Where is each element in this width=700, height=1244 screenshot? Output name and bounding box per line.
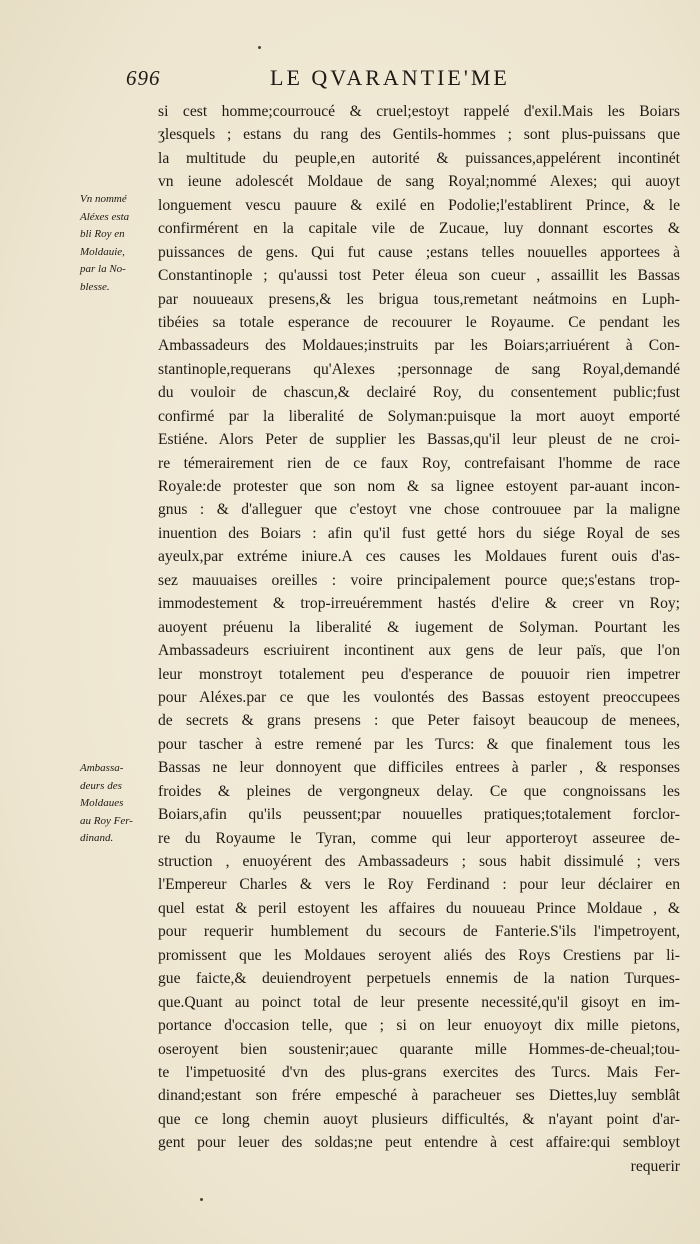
text-line: tibéies sa totale esperance de recouurer le Royaume. Ce pendant les — [158, 313, 680, 331]
text-line: ʒlesquels ; estans du rang des Gentils-hommes ; sont plus-puissans que — [158, 126, 680, 144]
text-line: vn ieune adolescét Moldaue de sang Royal;nommé Alexes; qui auoyt — [158, 173, 680, 191]
print-speck — [200, 1198, 203, 1201]
text-line: que ce long chemin auoyt plusieurs difficultés, & n'ayant point d'ar- — [158, 1110, 680, 1128]
text-line: dinand;estant son frére empesché à paracheuer ses Diettes,luy semblât — [158, 1087, 680, 1105]
text-line: pour Aléxes.par ce que les voulontés des Bassas estoyent preoccupees — [158, 688, 680, 706]
margin-note-line: Moldaues — [80, 797, 124, 809]
margin-note-line: Moldauie, — [80, 245, 125, 258]
text-line: Estiéne. Alors Peter de supplier les Bassas,qu'il leur pleust de ne croi- — [158, 431, 680, 449]
text-line: auoyent préuenu la liberalité & iugement de Solyman. Pourtant les — [158, 618, 680, 636]
margin-note-ambassadeurs — [80, 760, 158, 848]
text-line: confirmé par la liberalité de Solyman:puisque la mort auoyt emporté — [158, 407, 680, 425]
margin-note-line: au Roy Fer- — [80, 814, 133, 827]
text-line: Constantinople ; qu'aussi tost Peter éleua son cueur , assaillit les Bassas — [158, 267, 680, 285]
text-line: te l'impetuosité d'vn des plus-grans exercites des Turcs. Mais Fer- — [158, 1063, 680, 1081]
text-line: Bassas ne leur donnoyent que difficiles entrees à parler , & responses — [158, 759, 680, 777]
margin-note-line: dinand. — [80, 832, 114, 844]
text-line: pour tascher à estre remené par les Turcs: & que finalement tous les — [158, 735, 680, 753]
margin-note-line: Vn nommé — [80, 193, 127, 205]
page-header — [118, 66, 678, 96]
margin-note-line: blesse. — [80, 280, 110, 293]
text-line: si cest homme;courroucé & cruel;estoyt rappelé d'exil.Mais les Boiars — [158, 103, 680, 120]
text-line: gue faicte,& deuiendroyent perpetuels ennemis de la nation Turques- — [158, 970, 680, 988]
text-line: stantinople,requerans qu'Alexes ;personnage de sang Royal,demandé — [158, 360, 680, 378]
text-line: Boiars,afin qu'ils peussent;par nouuelles pratiques;totalement forclor- — [158, 806, 680, 824]
print-speck — [258, 46, 261, 49]
text-line: Ambassadeurs escriuirent incontinent aux gens de leur païs, que l'on — [158, 642, 680, 660]
text-line: du vouloir de chascun,& declairé Roy, du consentement public;fust — [158, 384, 680, 402]
margin-note-line: Ambassa- — [80, 762, 124, 774]
body-text — [158, 100, 680, 1178]
text-line: l'Empereur Charles & vers le Roy Ferdinand : pour leur déclairer en — [158, 876, 680, 894]
text-line: gent pour leuer des soldas;ne peut entendre à cest affaire:qui sembloyt — [158, 1134, 680, 1152]
text-line: leur monstroyt totalement peu d'esperance de pouuoir rien impetrer — [158, 665, 680, 683]
running-title: LE QVARANTIE'ME — [270, 65, 510, 90]
text-line: promissent que les Moldaues seroyent aliés des Roys Crestiens par li- — [158, 946, 680, 964]
text-line: quel estat & peril estoyent les affaires du nouueau Prince Moldaue , & — [158, 899, 680, 917]
text-line: Royale:de protester que son nom & sa lignee estoyent par-auant incon- — [158, 478, 680, 495]
text-line: froides & pleines de vergongneux delay. Ce que congnoissans les — [158, 782, 680, 800]
text-line: puissances de gens. Qui fut cause ;estans telles nouuelles apportees à — [158, 243, 680, 261]
margin-note-line: Aléxes esta — [80, 210, 130, 223]
text-line: confirmérent en la capitale vile de Zucaue, luy donnant escortes & — [158, 220, 680, 238]
text-line: re témerairement rien de ce faux Roy, contrefaisant l'homme de race — [158, 454, 680, 472]
margin-note-line: bli Roy en — [80, 228, 125, 240]
page-number: 696 — [126, 66, 161, 90]
text-line: re du Royaume le Tyran, comme qui leur apporteroyt asseuree de- — [158, 829, 680, 847]
text-line: que.Quant au poinct total de leur presente necessité,qu'il gisoyt en im- — [158, 993, 680, 1011]
text-line: portance d'occasion telle, que ; si on leur enuoyoyt dix mille pietons, — [158, 1017, 680, 1035]
text-line: longuement vescu pauure & exilé en Podolie;l'establirent Prince, & le — [158, 196, 680, 214]
text-line: de secrets & grans presens : que Peter faisoyt beaucoup de menees, — [158, 712, 680, 730]
text-line: requerir — [630, 1157, 680, 1175]
text-line: oseroyent bien soustenir;auec quarante mille Hommes-de-cheual;tou- — [158, 1040, 680, 1058]
text-line: gnus : & d'alleguer que c'estoyt vne chose controuuee par la maligne — [158, 501, 680, 519]
text-line: sez mauuaises oreilles : voire principalement pource que;s'estans trop- — [158, 571, 680, 589]
text-line: struction , enuoyérent des Ambassadeurs ; sous habit dissimulé ; vers — [158, 853, 680, 870]
text-line: inuention des Boiars : afin qu'il fust getté hors du siége Royal de ses — [158, 524, 680, 542]
margin-note-line: deurs des — [80, 779, 122, 792]
text-line: Ambassadeurs des Moldaues;instruits par les Boiars;arriuérent à Con- — [158, 337, 680, 355]
text-line: pour requerir humblement du secours de Fanterie.S'ils l'impetroyent, — [158, 923, 680, 941]
margin-note-line: par la No- — [80, 263, 126, 275]
margin-note-alexes — [80, 191, 158, 296]
text-line: par nouueaux presens,& les brigua tous,remetant neátmoins en Luph- — [158, 290, 680, 308]
text-line: ayeulx,par extréme iniure.A ces causes les Moldaues furent ouis d'as- — [158, 548, 680, 566]
text-line: la multitude du peuple,en autorité & puissances,appelérent incontinét — [158, 149, 680, 167]
text-line: immodestement & trop-irreuéremment hastés d'elire & creer vn Roy; — [158, 595, 680, 613]
